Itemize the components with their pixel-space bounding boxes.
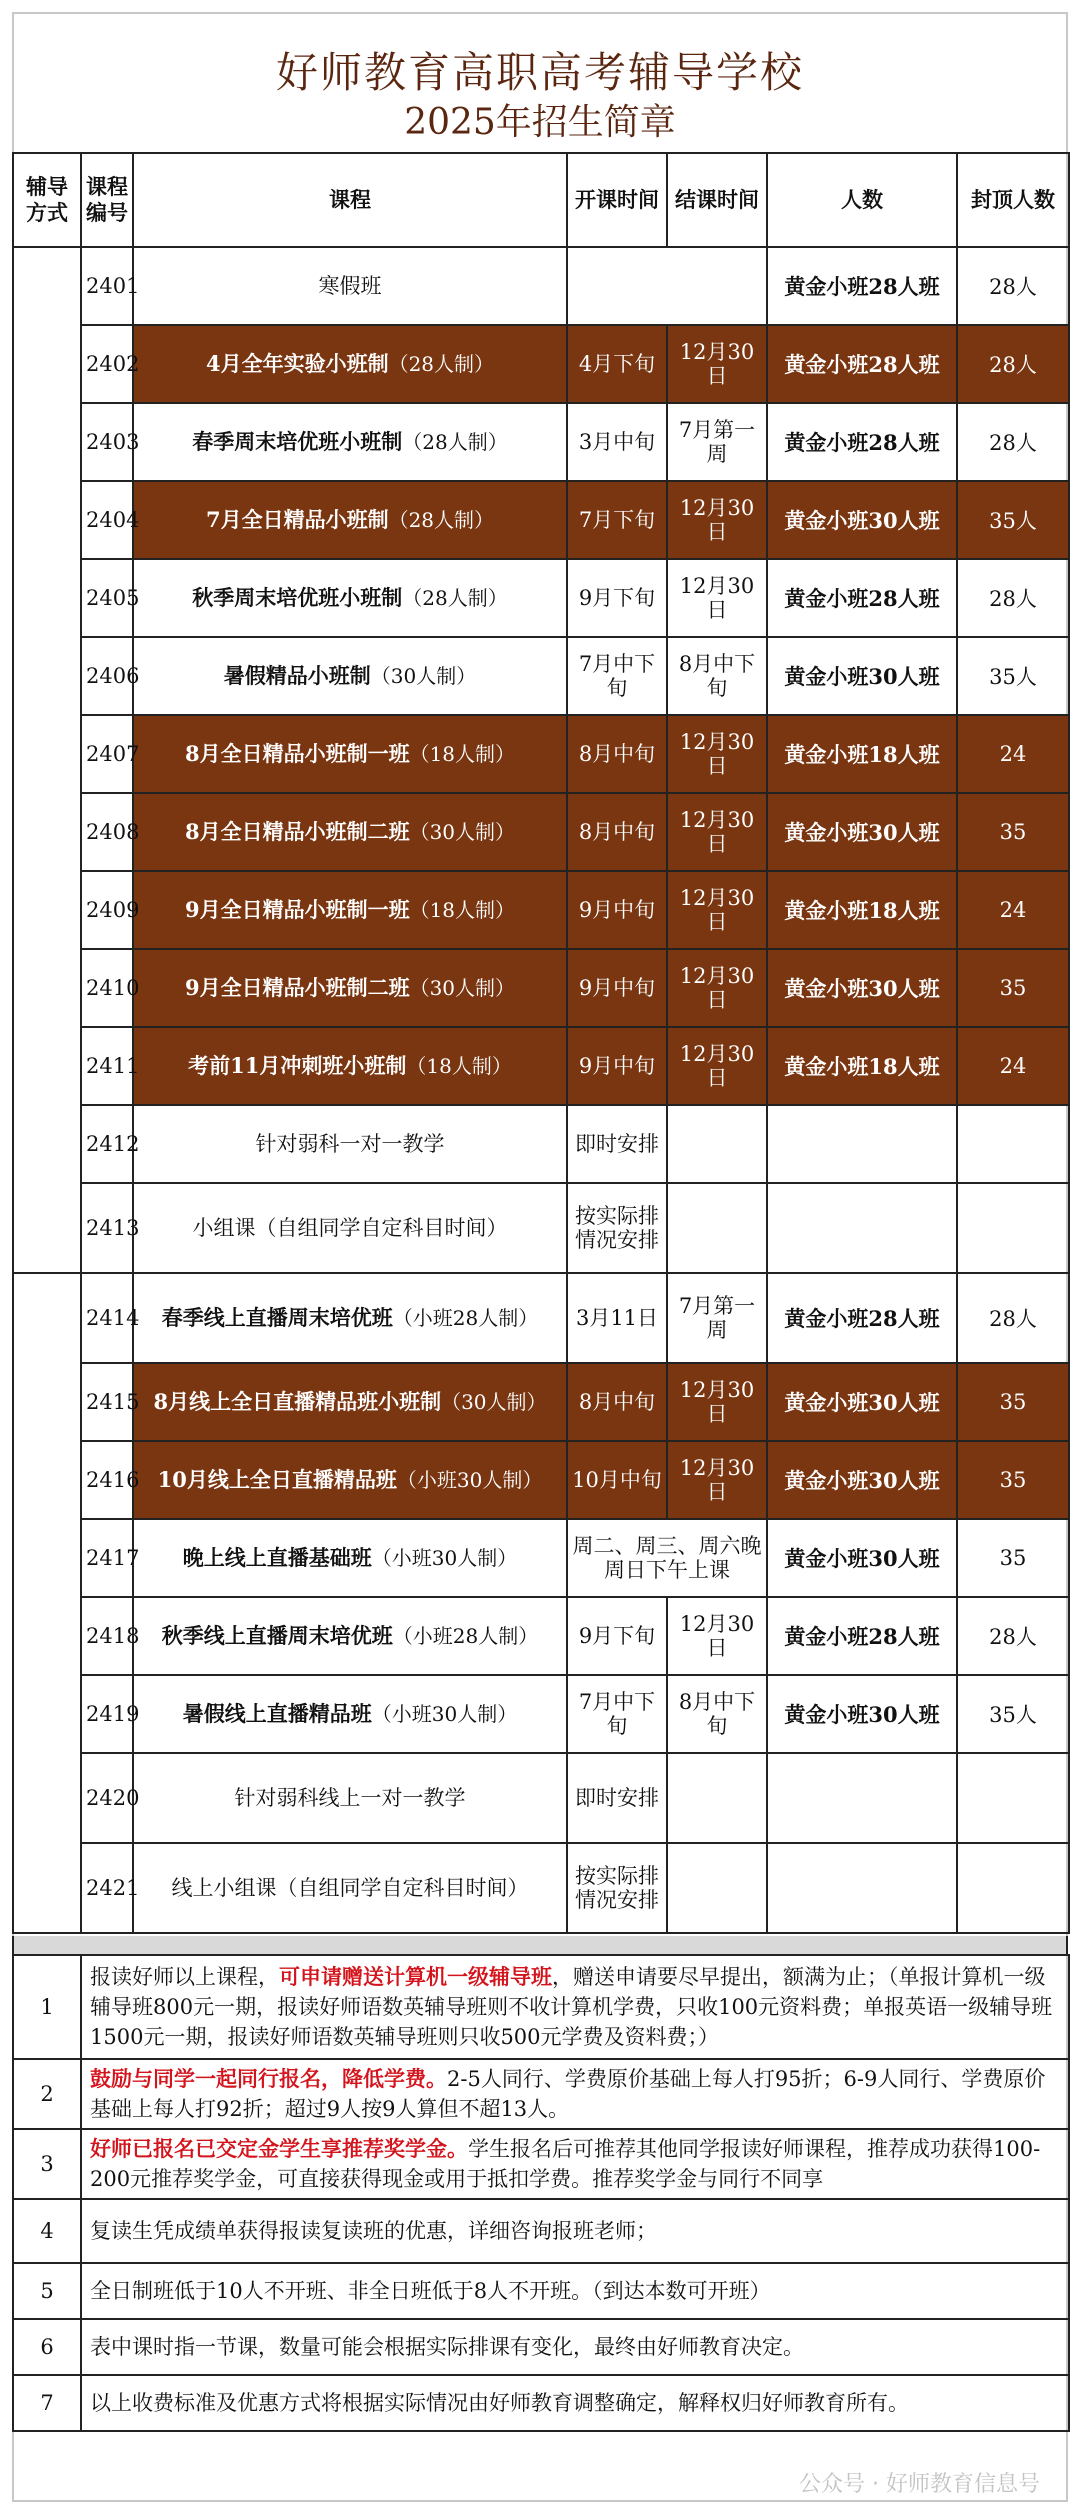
class-size: 黄金小班28人班	[767, 1273, 957, 1363]
table-row	[13, 1519, 1069, 1597]
note-number: 7	[13, 2375, 81, 2431]
course-name-cell	[133, 481, 567, 559]
section-divider	[12, 1936, 1068, 1954]
cap-size	[957, 1753, 1069, 1843]
course-name: 针对弱科线上一对一教学	[234, 1786, 466, 1810]
note-pre: 全日制班低于10人不开班、非全日班低于8人不开班。（到达本数可开班）	[90, 2279, 771, 2303]
course-code: 2416	[81, 1441, 133, 1519]
end-date	[667, 1753, 767, 1843]
end-date	[667, 1105, 767, 1183]
course-table	[12, 152, 1070, 1934]
start-end-cell	[567, 247, 767, 325]
course-name-cell	[133, 1597, 567, 1675]
note-number: 1	[13, 1955, 81, 2059]
course-name-cell	[133, 1105, 567, 1183]
note-post: 学生报名后可推荐其他同学报读好师课程，推荐成功获得100-200元推荐奖学金，可直接获得现金或用于抵扣学费。推荐奖学金与同行不同享	[90, 2137, 1041, 2191]
col-header-people: 人数	[767, 153, 957, 247]
course-name-cell	[133, 403, 567, 481]
cap-size: 35人	[957, 481, 1069, 559]
note-pre: 表中课时指一节课，数量可能会根据实际排课有变化，最终由好师教育决定。	[90, 2335, 804, 2359]
start-date: 7月下旬	[567, 481, 667, 559]
note-text	[81, 1955, 1069, 2059]
course-name: 暑假精品小班制	[223, 663, 371, 688]
course-name: 考前11月冲刺班小班制	[188, 1053, 407, 1078]
note-post: 2-5人同行、学费原价基础上每人打95折；6-9人同行、学费原价基础上每人打92折；超过9人按9人算但不超13人。	[90, 2067, 1046, 2121]
class-size: 黄金小班28人班	[767, 1597, 957, 1675]
course-name-cell	[133, 1843, 567, 1933]
course-name-cell	[133, 1519, 567, 1597]
course-size-note: （18人制）	[409, 742, 516, 766]
mode-cell-offline	[13, 247, 81, 1273]
end-date: 8月中下旬	[667, 637, 767, 715]
cap-size: 35	[957, 1363, 1069, 1441]
table-row	[13, 1183, 1069, 1273]
table-row	[13, 949, 1069, 1027]
end-date: 12月30日	[667, 1027, 767, 1105]
brochure-subtitle: 2025年招生简章	[404, 102, 676, 143]
class-size	[767, 1753, 957, 1843]
note-pre: 报读好师以上课程，	[90, 1965, 279, 1989]
start-date: 即时安排	[567, 1753, 667, 1843]
end-date: 7月第一周	[667, 1273, 767, 1363]
table-row	[13, 325, 1069, 403]
course-name: 春季周末培优班小班制	[192, 429, 403, 454]
start-date: 9月中旬	[567, 871, 667, 949]
note-row	[13, 2059, 1069, 2129]
note-row	[13, 2375, 1069, 2431]
cap-size: 28人	[957, 559, 1069, 637]
class-size: 黄金小班28人班	[767, 403, 957, 481]
table-row	[13, 1273, 1069, 1363]
brochure-header	[12, 12, 1068, 152]
cap-size: 28人	[957, 325, 1069, 403]
cap-size: 24	[957, 715, 1069, 793]
end-date: 12月30日	[667, 715, 767, 793]
table-row	[13, 793, 1069, 871]
start-date: 8月中旬	[567, 715, 667, 793]
course-size-note: （小班28人制）	[392, 1306, 539, 1330]
cap-size: 24	[957, 871, 1069, 949]
end-date: 12月30日	[667, 1597, 767, 1675]
course-name: 9月全日精品小班制二班	[184, 975, 410, 1000]
table-row	[13, 481, 1069, 559]
cap-size: 35	[957, 949, 1069, 1027]
course-name: 春季线上直播周末培优班	[161, 1305, 393, 1330]
note-number: 3	[13, 2129, 81, 2199]
note-number: 2	[13, 2059, 81, 2129]
table-row	[13, 715, 1069, 793]
col-header-end: 结课时间	[667, 153, 767, 247]
start-date: 9月下旬	[567, 559, 667, 637]
course-name-cell	[133, 1363, 567, 1441]
class-size: 黄金小班30人班	[767, 1675, 957, 1753]
class-size: 黄金小班30人班	[767, 481, 957, 559]
course-code: 2419	[81, 1675, 133, 1753]
course-code: 2403	[81, 403, 133, 481]
cap-size	[957, 1183, 1069, 1273]
class-size	[767, 1183, 957, 1273]
course-size-note: （28人制）	[402, 586, 508, 610]
table-row	[13, 1441, 1069, 1519]
start-date: 10月中旬	[567, 1441, 667, 1519]
class-size: 黄金小班30人班	[767, 793, 957, 871]
note-number: 5	[13, 2263, 81, 2319]
note-post: ，赠送申请要尽早提出，额满为止；（单报计算机一级辅导班800元一期，报读好师语数英辅导班则不收计算机学费，只收100元资料费；单报英语一级辅导班1500元一期，报读好师语数英辅导班则只收500元学费及资料费；）	[90, 1965, 1053, 2049]
course-size-note: （30人制）	[409, 820, 516, 844]
course-name: 线上小组课（自组同学自定科目时间）	[171, 1876, 529, 1900]
course-size-note: （28人制）	[388, 352, 495, 376]
table-row	[13, 403, 1069, 481]
start-date: 7月中下旬	[567, 637, 667, 715]
start-date: 9月中旬	[567, 1027, 667, 1105]
course-name-cell	[133, 1273, 567, 1363]
course-code: 2413	[81, 1183, 133, 1273]
course-code: 2417	[81, 1519, 133, 1597]
end-date: 12月30日	[667, 1441, 767, 1519]
table-row	[13, 1753, 1069, 1843]
cap-size: 35人	[957, 1675, 1069, 1753]
note-highlight: 好师已报名已交定金学生享推荐奖学金。	[90, 2136, 468, 2161]
course-name: 秋季周末培优班小班制	[192, 585, 403, 610]
course-code: 2401	[81, 247, 133, 325]
cap-size: 35	[957, 1519, 1069, 1597]
class-size: 黄金小班30人班	[767, 949, 957, 1027]
note-row	[13, 2199, 1069, 2263]
course-code: 2410	[81, 949, 133, 1027]
class-size: 黄金小班18人班	[767, 1027, 957, 1105]
class-size: 黄金小班28人班	[767, 325, 957, 403]
note-highlight: 鼓励与同学一起同行报名，降低学费。	[90, 2066, 447, 2091]
course-name: 8月全日精品小班制一班	[184, 741, 410, 766]
course-code: 2409	[81, 871, 133, 949]
start-date: 8月中旬	[567, 793, 667, 871]
table-row	[13, 559, 1069, 637]
class-size: 黄金小班18人班	[767, 715, 957, 793]
class-size	[767, 1843, 957, 1933]
course-size-note: （18人制）	[409, 898, 516, 922]
table-row	[13, 1675, 1069, 1753]
course-code: 2412	[81, 1105, 133, 1183]
course-name: 4月全年实验小班制	[205, 351, 389, 376]
course-name: 9月全日精品小班制一班	[184, 897, 410, 922]
col-header-mode: 辅导方式	[13, 153, 81, 247]
course-code: 2407	[81, 715, 133, 793]
note-text	[81, 2319, 1069, 2375]
class-size: 黄金小班28人班	[767, 559, 957, 637]
course-name: 针对弱科一对一教学	[255, 1132, 445, 1156]
note-row	[13, 1955, 1069, 2059]
start-date: 3月中旬	[567, 403, 667, 481]
cap-size: 35人	[957, 637, 1069, 715]
note-text	[81, 2375, 1069, 2431]
table-row	[13, 1843, 1069, 1933]
cap-size: 35	[957, 793, 1069, 871]
course-name-cell	[133, 1027, 567, 1105]
note-row	[13, 2129, 1069, 2199]
note-number: 6	[13, 2319, 81, 2375]
start-date: 9月中旬	[567, 949, 667, 1027]
course-code: 2414	[81, 1273, 133, 1363]
table-row	[13, 1105, 1069, 1183]
end-date	[667, 1183, 767, 1273]
course-size-note: （28人制）	[402, 430, 508, 454]
col-header-course: 课程	[133, 153, 567, 247]
course-name: 秋季线上直播周末培优班	[161, 1623, 393, 1648]
course-code: 2408	[81, 793, 133, 871]
course-name-cell	[133, 637, 567, 715]
course-size-note: （小班30人制）	[396, 1468, 543, 1492]
start-date: 9月下旬	[567, 1597, 667, 1675]
watermark: 公众号 · 好师教育信息号	[799, 2472, 1040, 2497]
course-code: 2402	[81, 325, 133, 403]
course-code: 2418	[81, 1597, 133, 1675]
course-name-cell	[133, 1675, 567, 1753]
course-name-cell	[133, 949, 567, 1027]
course-code: 2420	[81, 1753, 133, 1843]
end-date: 7月第一周	[667, 403, 767, 481]
cap-size: 24	[957, 1027, 1069, 1105]
note-text	[81, 2263, 1069, 2319]
course-size-note: （小班28人制）	[392, 1624, 539, 1648]
course-size-note: （18人制）	[406, 1054, 512, 1078]
course-name: 暑假线上直播精品班	[182, 1701, 372, 1726]
course-size-note: （28人制）	[388, 508, 495, 532]
course-code: 2404	[81, 481, 133, 559]
table-row	[13, 247, 1069, 325]
note-text	[81, 2199, 1069, 2263]
table-row	[13, 1597, 1069, 1675]
course-size-note: （30人制）	[409, 976, 516, 1000]
start-date: 4月下旬	[567, 325, 667, 403]
end-date: 12月30日	[667, 871, 767, 949]
course-code: 2411	[81, 1027, 133, 1105]
start-date: 按实际排情况安排	[567, 1843, 667, 1933]
cap-size: 28人	[957, 247, 1069, 325]
course-name: 7月全日精品小班制	[205, 507, 389, 532]
course-name: 小组课（自组同学自定科目时间）	[192, 1216, 508, 1240]
note-pre: 以上收费标准及优惠方式将根据实际情况由好师教育调整确定，解释权归好师教育所有。	[90, 2391, 909, 2415]
table-header-row	[13, 153, 1069, 247]
course-size-note: （小班30人制）	[371, 1546, 518, 1570]
course-name-cell	[133, 325, 567, 403]
course-name: 寒假班	[318, 274, 382, 298]
course-name-cell	[133, 247, 567, 325]
end-date: 12月30日	[667, 481, 767, 559]
course-size-note: （30人制）	[370, 664, 477, 688]
table-row	[13, 637, 1069, 715]
cap-size: 28人	[957, 1597, 1069, 1675]
class-size: 黄金小班30人班	[767, 1519, 957, 1597]
cap-size: 28人	[957, 1273, 1069, 1363]
note-number: 4	[13, 2199, 81, 2263]
course-name-cell	[133, 793, 567, 871]
start-date: 3月11日	[567, 1273, 667, 1363]
class-size: 黄金小班30人班	[767, 1441, 957, 1519]
course-code: 2415	[81, 1363, 133, 1441]
cap-size: 35	[957, 1441, 1069, 1519]
note-text	[81, 2129, 1069, 2199]
cap-size	[957, 1105, 1069, 1183]
notes-table	[12, 1954, 1070, 2432]
course-code: 2406	[81, 637, 133, 715]
cap-size	[957, 1843, 1069, 1933]
school-title: 好师教育高职高考辅导学校	[275, 48, 804, 97]
class-size: 黄金小班30人班	[767, 1363, 957, 1441]
course-name-cell	[133, 559, 567, 637]
course-size-note: （30人制）	[441, 1390, 547, 1414]
table-row	[13, 871, 1069, 949]
class-size	[767, 1105, 957, 1183]
course-name-cell	[133, 1183, 567, 1273]
end-date: 12月30日	[667, 1363, 767, 1441]
end-date: 12月30日	[667, 325, 767, 403]
course-name-cell	[133, 871, 567, 949]
class-size: 黄金小班18人班	[767, 871, 957, 949]
course-name-cell	[133, 1441, 567, 1519]
note-text	[81, 2059, 1069, 2129]
course-name-cell	[133, 715, 567, 793]
end-date: 12月30日	[667, 559, 767, 637]
cap-size: 28人	[957, 403, 1069, 481]
end-date: 8月中下旬	[667, 1675, 767, 1753]
course-code: 2405	[81, 559, 133, 637]
course-name: 晚上线上直播基础班	[182, 1545, 372, 1570]
course-size-note: （小班30人制）	[371, 1702, 518, 1726]
start-date: 8月中旬	[567, 1363, 667, 1441]
mode-cell-online	[13, 1273, 81, 1933]
col-header-code: 课程编号	[81, 153, 133, 247]
course-name: 8月全日精品小班制二班	[184, 819, 410, 844]
table-row	[13, 1027, 1069, 1105]
note-highlight: 可申请赠送计算机一级辅导班	[279, 1964, 552, 1989]
note-row	[13, 2263, 1069, 2319]
end-date	[667, 1843, 767, 1933]
course-name-cell	[133, 1753, 567, 1843]
course-name: 10月线上全日直播精品班	[157, 1467, 397, 1492]
course-code: 2421	[81, 1843, 133, 1933]
start-date: 即时安排	[567, 1105, 667, 1183]
course-name: 8月线上全日直播精品班小班制	[153, 1389, 442, 1414]
class-size: 黄金小班28人班	[767, 247, 957, 325]
start-date: 按实际排情况安排	[567, 1183, 667, 1273]
col-header-start: 开课时间	[567, 153, 667, 247]
note-row	[13, 2319, 1069, 2375]
table-row	[13, 1363, 1069, 1441]
col-header-cap: 封顶人数	[957, 153, 1069, 247]
class-size: 黄金小班30人班	[767, 637, 957, 715]
schedule-cell: 周二、周三、周六晚周日下午上课	[567, 1519, 767, 1597]
start-date: 7月中下旬	[567, 1675, 667, 1753]
note-pre: 复读生凭成绩单获得报读复读班的优惠，详细咨询报班老师；	[90, 2219, 657, 2243]
end-date: 12月30日	[667, 793, 767, 871]
end-date: 12月30日	[667, 949, 767, 1027]
